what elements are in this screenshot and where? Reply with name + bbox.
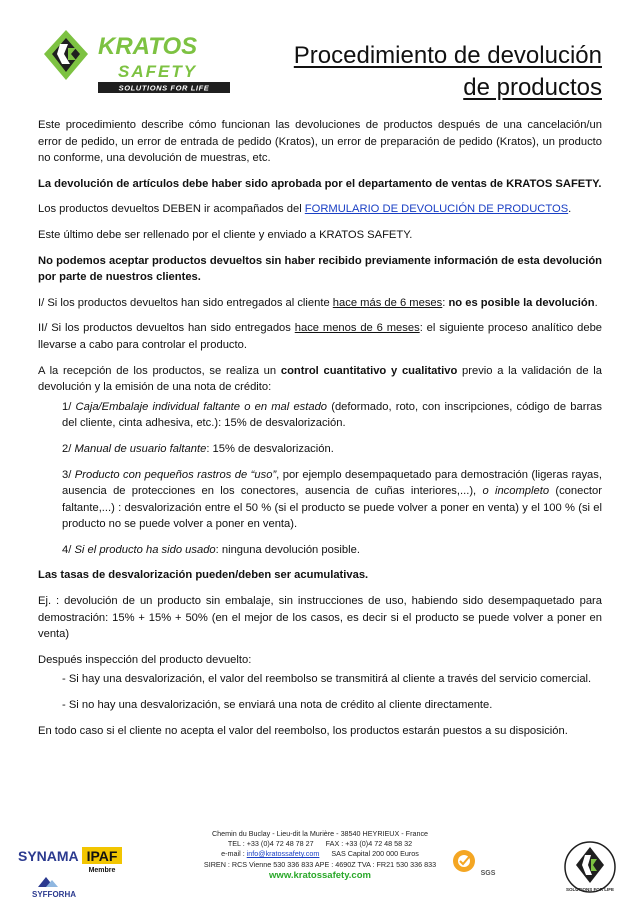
paragraph-inspection: Después inspección del producto devuelto: xyxy=(38,653,252,666)
paragraph-final: En todo caso si el cliente no acepta el valor del reembolso, los productos estarán puestos a su disposición. xyxy=(38,724,568,737)
text: (deformado, roto, con inscripciones, código de barras del cliente, cinta adhesiva, etc.): 15% de desvalorización. xyxy=(62,400,602,430)
text: hace menos de 6 meses xyxy=(294,322,420,335)
membre-text: Membre xyxy=(88,867,116,874)
text: e-mail : xyxy=(221,849,247,859)
kratos-circle-mark xyxy=(560,837,620,897)
text: Producto con pequeños rastros de “uso” xyxy=(74,468,277,481)
text: Si el producto ha sido usado xyxy=(74,543,216,556)
footer-address: Chemin du Buclay - Lieu-dit la Murière - 38540 HEYRIEUX - France xyxy=(211,829,429,838)
sgs-text: SGS xyxy=(480,870,496,877)
list-item xyxy=(62,467,602,533)
paragraph-case-2 xyxy=(38,320,602,353)
paragraph-form xyxy=(38,201,602,218)
text: control cuantitativo y cualitativo xyxy=(280,364,458,377)
list-item: - Si no hay una desvalorización, se enviará una nota de crédito al cliente directamente. xyxy=(62,699,493,712)
syfforha-text: SYFFORHA xyxy=(32,890,76,899)
title-line-1: Procedimiento de devolución xyxy=(293,42,602,69)
text: . xyxy=(568,203,572,216)
footer-fax: FAX : +33 (0)4 72 48 58 32 xyxy=(325,839,413,849)
paragraph-case-1 xyxy=(38,295,602,312)
text: 1/ xyxy=(62,400,76,413)
paragraph-approval: La devolución de artículos debe haber sido aprobada por el departamento de ventas de KRATOS SAFETY. xyxy=(38,177,602,190)
synama-ipaf-logos xyxy=(16,845,126,900)
text: : ninguna devolución posible. xyxy=(215,543,360,556)
paragraph-intro: Este procedimiento describe cómo funcionan las devoluciones de productos después de una cancelación/un error de pedido, un error de entrada de pedido (Kratos), un error de preparación de pedido (Kratos), un producto no conforme, una devolución de muestras, etc. xyxy=(38,119,602,165)
title-line-2: de productos xyxy=(463,74,602,101)
footer-capital: SAS Capital 200 000 Euros xyxy=(331,849,419,859)
list-item xyxy=(62,399,602,432)
text: 4/ xyxy=(62,543,75,556)
page-title xyxy=(250,40,602,104)
paragraph-cumulative: Las tasas de desvalorización pueden/deben ser acumulativas. xyxy=(38,569,369,582)
list-item xyxy=(62,441,602,458)
text: , por ejemplo desempaquetado para demostración (ligeras rayas, ausencia de protecciones en los conectores, ausencia de cuñas interiores,...), xyxy=(62,468,602,498)
text: Manual de usuario faltante xyxy=(74,442,207,455)
text: Caja/Embalaje individual faltante o en mal estado xyxy=(75,400,328,413)
list-item: - Si hay una desvalorización, el valor del reembolso se transmitirá al cliente a través del servicio comercial. xyxy=(62,673,592,686)
text: o incompleto xyxy=(482,485,550,498)
paragraph-example: Ej. : devolución de un producto sin embalaje, sin instrucciones de uso, habiendo sido desempaquetado para demostración: 15% + 15% + 50% (en el mejor de los casos, es decir si el producto se puede volver a poner en venta) xyxy=(38,595,602,641)
footer-contact xyxy=(170,829,470,881)
list-item xyxy=(62,542,602,559)
text: . xyxy=(594,296,598,309)
text: no es posible la devolución xyxy=(448,296,595,309)
text: : el siguiente proceso analítico debe llevarse a cabo para controlar el producto. xyxy=(38,322,603,351)
text: : 15% de desvalorización. xyxy=(206,442,334,455)
text: A la recepción de los productos, se realiza un xyxy=(38,364,281,377)
paragraph-fill: Este último debe ser rellenado por el cliente y enviado a KRATOS SAFETY. xyxy=(38,228,413,241)
text: 3/ xyxy=(62,468,75,481)
document-body xyxy=(38,117,602,748)
footer-email-row xyxy=(170,849,470,859)
text: : xyxy=(442,296,449,309)
paragraph-control xyxy=(38,363,602,396)
kratos-safety-logo xyxy=(40,24,240,100)
text: hace más de 6 meses xyxy=(332,296,443,309)
website-link[interactable]: www.kratossafety.com xyxy=(269,869,371,881)
synama-text: SYNAMA xyxy=(18,848,79,864)
text: I/ Si los productos devueltos han sido entregados al cliente xyxy=(38,296,333,309)
text: 2/ xyxy=(62,442,75,455)
ipaf-text: IPAF xyxy=(86,848,118,864)
return-form-link[interactable]: FORMULARIO DE DEVOLUCIÓN DE PRODUCTOS xyxy=(304,203,569,216)
logo-word-safety: SAFETY xyxy=(118,62,198,81)
logo-tagline: SOLUTIONS FOR LIFE xyxy=(118,83,210,93)
footer-phones xyxy=(170,839,470,849)
text: II/ Si los productos devueltos han sido entregados xyxy=(38,322,295,335)
text: Los productos devueltos DEBEN ir acompañados del xyxy=(38,203,305,216)
text: previo a la validación de la devolución y la emisión de una nota de crédito: xyxy=(38,364,602,394)
footer-siren: SIREN : RCS Vienne 530 336 833 APE : 4690Z TVA : FR21 530 336 833 xyxy=(203,859,437,869)
mark-text: SOLUTIONS FOR LIFE xyxy=(566,887,614,892)
text: (conector faltante,...) : desvalorización entre el 50 % (si el producto se puede volver a poner en venta) y el 100 % (si el producto no se puede volver a poner en venta). xyxy=(62,485,602,531)
logo-word-kratos: KRATOS xyxy=(98,33,198,60)
footer-tel: TEL : +33 (0)4 72 48 78 27 xyxy=(227,839,314,849)
paragraph-no-accept: No podemos aceptar productos devueltos sin haber recibido previamente información de esta devolución por parte de nuestros clientes. xyxy=(38,254,602,284)
email-link[interactable]: info@kratossafety.com xyxy=(246,849,320,859)
sgs-certification-badge xyxy=(450,843,500,879)
